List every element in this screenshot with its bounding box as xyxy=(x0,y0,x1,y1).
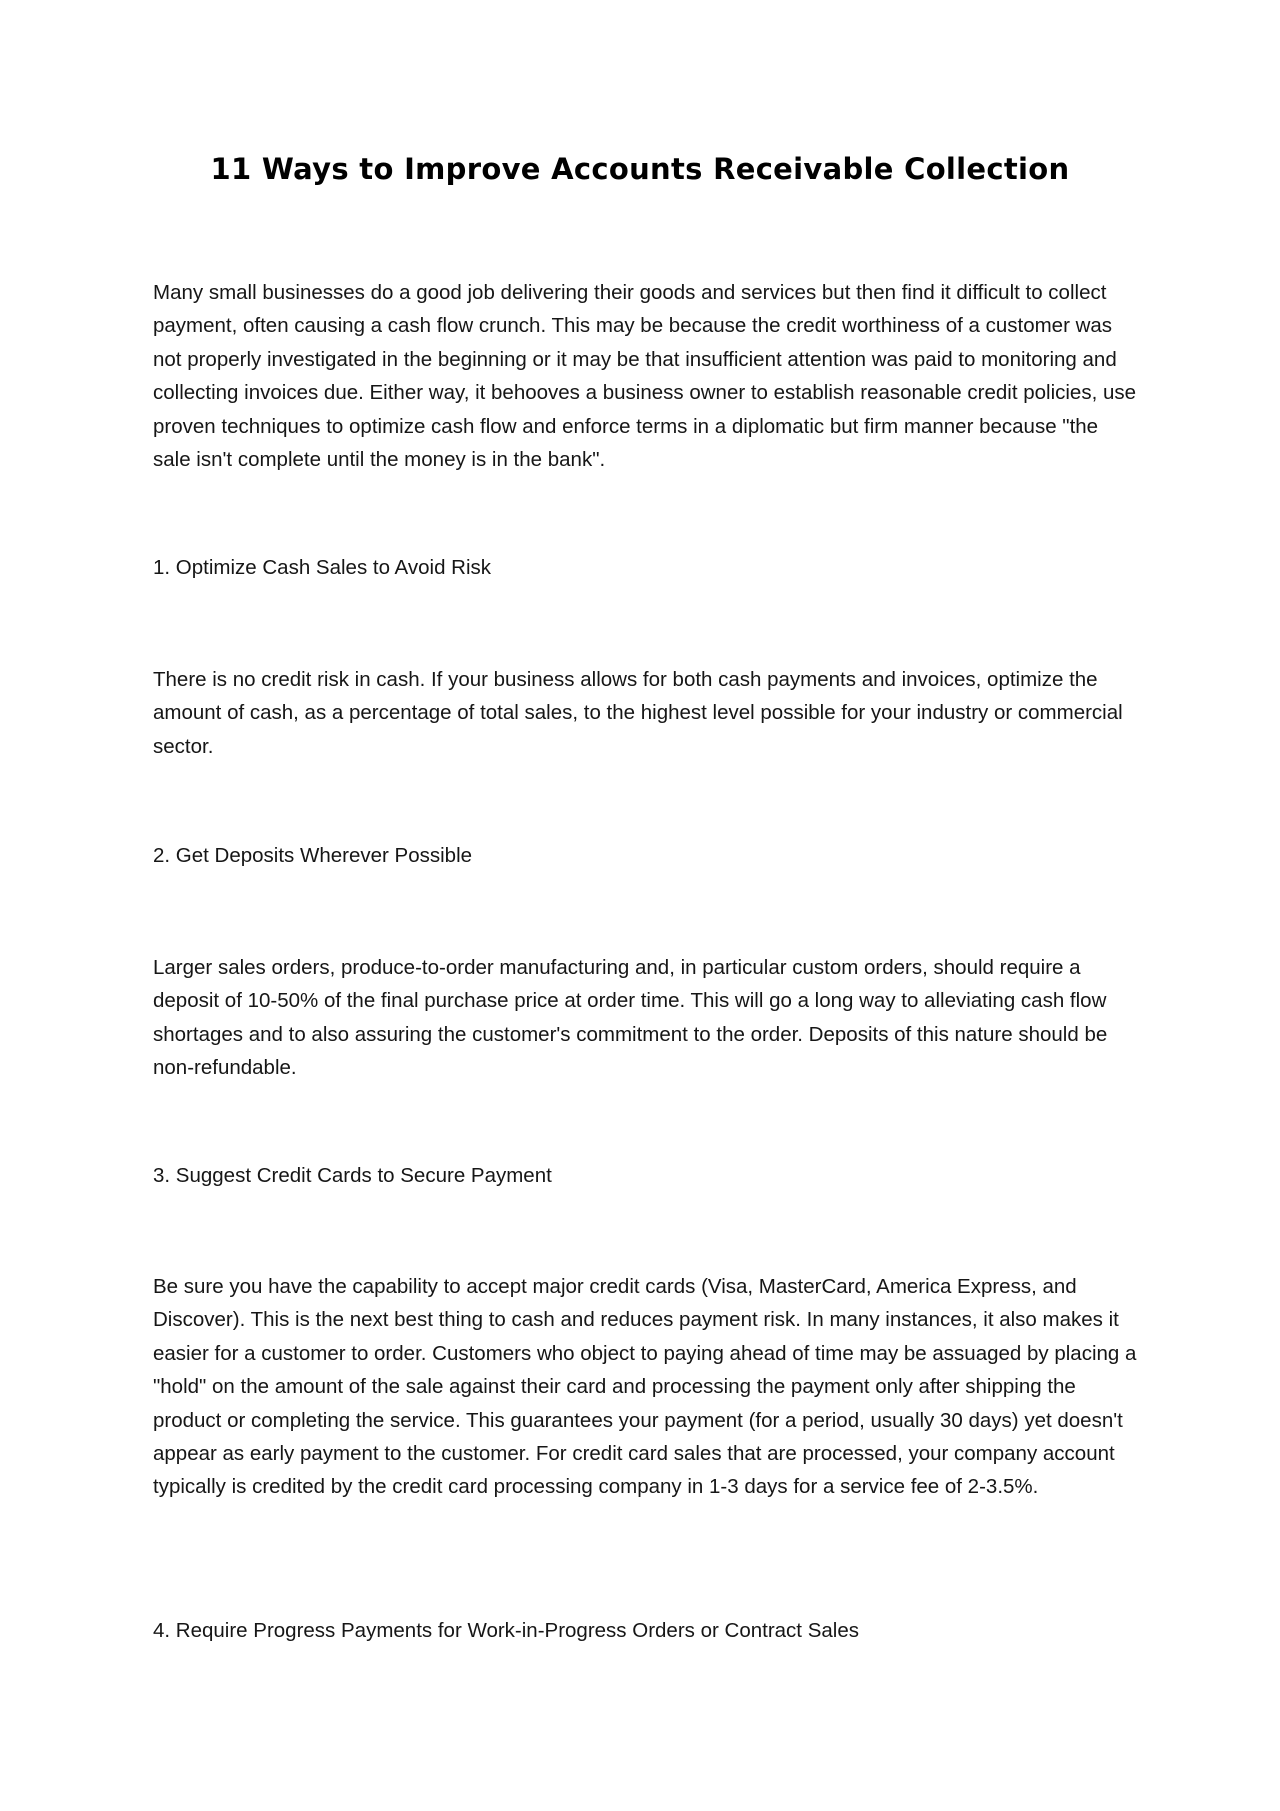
intro-paragraph: Many small businesses do a good job delivering their goods and services but then find it difficult to collect payment, often causing a cash flow crunch. This may be because the credit worthiness of a customer was not properly investigated in the beginning or it may be that insufficient attention was paid to monitoring and collecting invoices due. Either way, it behooves a business owner to establish reasonable credit policies, use proven techniques to optimize cash flow and enforce terms in a diplomatic but firm manner because "the sale isn't complete until the money is in the bank". xyxy=(153,281,1137,472)
section-heading-3: 3. Suggest Credit Cards to Secure Payment xyxy=(153,1164,552,1187)
section-heading-4: 4. Require Progress Payments for Work-in-Progress Orders or Contract Sales xyxy=(153,1619,859,1642)
section-body-3: Be sure you have the capability to accept major credit cards (Visa, MasterCard, America Express, and Discover). This is the next best thing to cash and reduces payment risk. In many instances, it also makes it easier for a customer to order. Customers who object to paying ahead of time may be assuaged by placing a "hold" on the amount of the sale against their card and processing the payment only after shipping the product or completing the service. This guarantees your payment (for a period, usually 30 days) yet doesn't appear as early payment to the customer. For credit card sales that are processed, your company account typically is credited by the credit card processing company in 1-3 days for a service fee of 2-3.5%. xyxy=(153,1275,1137,1499)
section-body-1: There is no credit risk in cash. If your business allows for both cash payments and invoices, optimize the amount of cash, as a percentage of total sales, to the highest level possible for your industry or commercial sector. xyxy=(153,668,1123,758)
section-body-2: Larger sales orders, produce-to-order manufacturing and, in particular custom orders, should require a deposit of 10-50% of the final purchase price at order time. This will go a long way to alleviating cash flow shortages and to also assuring the customer's commitment to the order. Deposits of this nature should be non-refundable. xyxy=(153,956,1108,1080)
document-title: 11 Ways to Improve Accounts Receivable Collection xyxy=(210,152,1070,186)
section-heading-1: 1. Optimize Cash Sales to Avoid Risk xyxy=(153,556,492,579)
section-heading-2: 2. Get Deposits Wherever Possible xyxy=(153,844,473,867)
